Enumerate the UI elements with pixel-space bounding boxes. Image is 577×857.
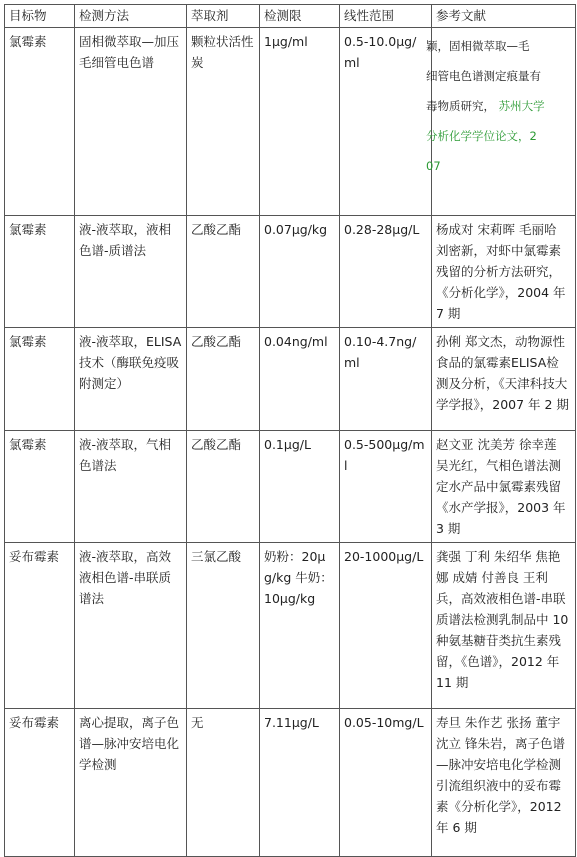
header-target: 目标物 (5, 5, 75, 28)
cell-range: 0.05-10mg/L (340, 709, 432, 857)
cell-method: 液-液萃取，ELISA技术（酶联免疫吸附测定） (75, 328, 187, 431)
cell-lod: 1μg/ml (260, 28, 340, 216)
table-row (5, 709, 576, 857)
cell-target: 氯霉素 (5, 328, 75, 431)
cell-lod: 0.04ng/ml (260, 328, 340, 431)
cell-method: 液-液萃取，液相色谱-质谱法 (75, 216, 187, 328)
cell-lod: 7.11μg/L (260, 709, 340, 857)
cell-range: 0.5-500μg/ml (340, 431, 432, 543)
header-lod: 检测限 (260, 5, 340, 28)
ref-fragment: 苏州大学 (498, 99, 545, 113)
cell-reference (426, 28, 576, 216)
cell-method: 液-液萃取，高效液相色谱-串联质谱法 (75, 543, 187, 709)
cell-reference: 寿旦 朱作艺 张扬 董宇 沈立 锋朱岩，离子色谱—脉冲安培电化学检测引流组织液中的妥布霉素《分析化学》，2012 年 6 期 (432, 709, 576, 857)
cell-method: 固相微萃取—加压毛细管电色谱 (75, 28, 187, 216)
cell-target: 氯霉素 (5, 431, 75, 543)
cell-lod: 0.1μg/L (260, 431, 340, 543)
header-reference: 参考文献 (432, 5, 576, 28)
table-row (5, 216, 576, 328)
cell-range: 0.5-10.0μg/ml (340, 28, 432, 216)
cell-reference: 杨成对 宋莉晖 毛丽哈 刘密新，对虾中氯霉素残留的分析方法研究，《分析化学》，2004 年 7 期 (432, 216, 576, 328)
ref-fragment: 分析化学学位论文，2 (426, 129, 537, 143)
reference-table (4, 4, 576, 857)
cell-range: 20-1000μg/L (340, 543, 432, 709)
cell-method: 离心提取，离子色谱—脉冲安培电化学检测 (75, 709, 187, 857)
cell-reference: 孙俐 郑文杰，动物源性食品的氯霉素ELISA检测及分析，《天津科技大学学报》，2007 年 2 期 (432, 328, 576, 431)
cell-target: 氯霉素 (5, 216, 75, 328)
header-method: 检测方法 (75, 5, 187, 28)
cell-lod: 0.07μg/kg (260, 216, 340, 328)
cell-range: 0.10-4.7ng/ml (340, 328, 432, 431)
cell-method: 液-液萃取，气相色谱法 (75, 431, 187, 543)
ref-fragment: 毒物质研究， (426, 99, 495, 113)
cell-extractant: 乙酸乙酯 (187, 328, 260, 431)
cell-extractant: 乙酸乙酯 (187, 431, 260, 543)
header-extractant: 萃取剂 (187, 5, 260, 28)
cell-target: 妥布霉素 (5, 709, 75, 857)
ref-fragment: 细管电色谱测定痕量有 (426, 69, 541, 83)
table-header-row (5, 5, 576, 28)
cell-lod: 奶粉：20μg/kg 牛奶：10μg/kg (260, 543, 340, 709)
table-row (5, 328, 576, 431)
header-range: 线性范围 (340, 5, 432, 28)
cell-extractant: 无 (187, 709, 260, 857)
cell-extractant: 颗粒状活性炭 (187, 28, 260, 216)
cell-extractant: 三氯乙酸 (187, 543, 260, 709)
table-row (5, 543, 576, 709)
cell-extractant: 乙酸乙酯 (187, 216, 260, 328)
ref-fragment: 颖，固相微萃取—毛 (426, 39, 530, 53)
ref-fragment: 07 (426, 159, 441, 173)
cell-target: 妥布霉素 (5, 543, 75, 709)
cell-reference: 赵文亚 沈美芳 徐幸莲 吴光红，气相色谱法测定水产品中氯霉素残留《水产学报》，2003 年 3 期 (432, 431, 576, 543)
cell-range: 0.28-28μg/L (340, 216, 432, 328)
table-row (5, 28, 576, 216)
table-row (5, 431, 576, 543)
cell-target: 氯霉素 (5, 28, 75, 216)
cell-reference: 龚强 丁利 朱绍华 焦艳娜 成婧 付善良 王利兵，高效液相色谱-串联质谱法检测乳制品中 10 种氨基糖苷类抗生素残留，《色谱》，2012 年 11 期 (432, 543, 576, 709)
